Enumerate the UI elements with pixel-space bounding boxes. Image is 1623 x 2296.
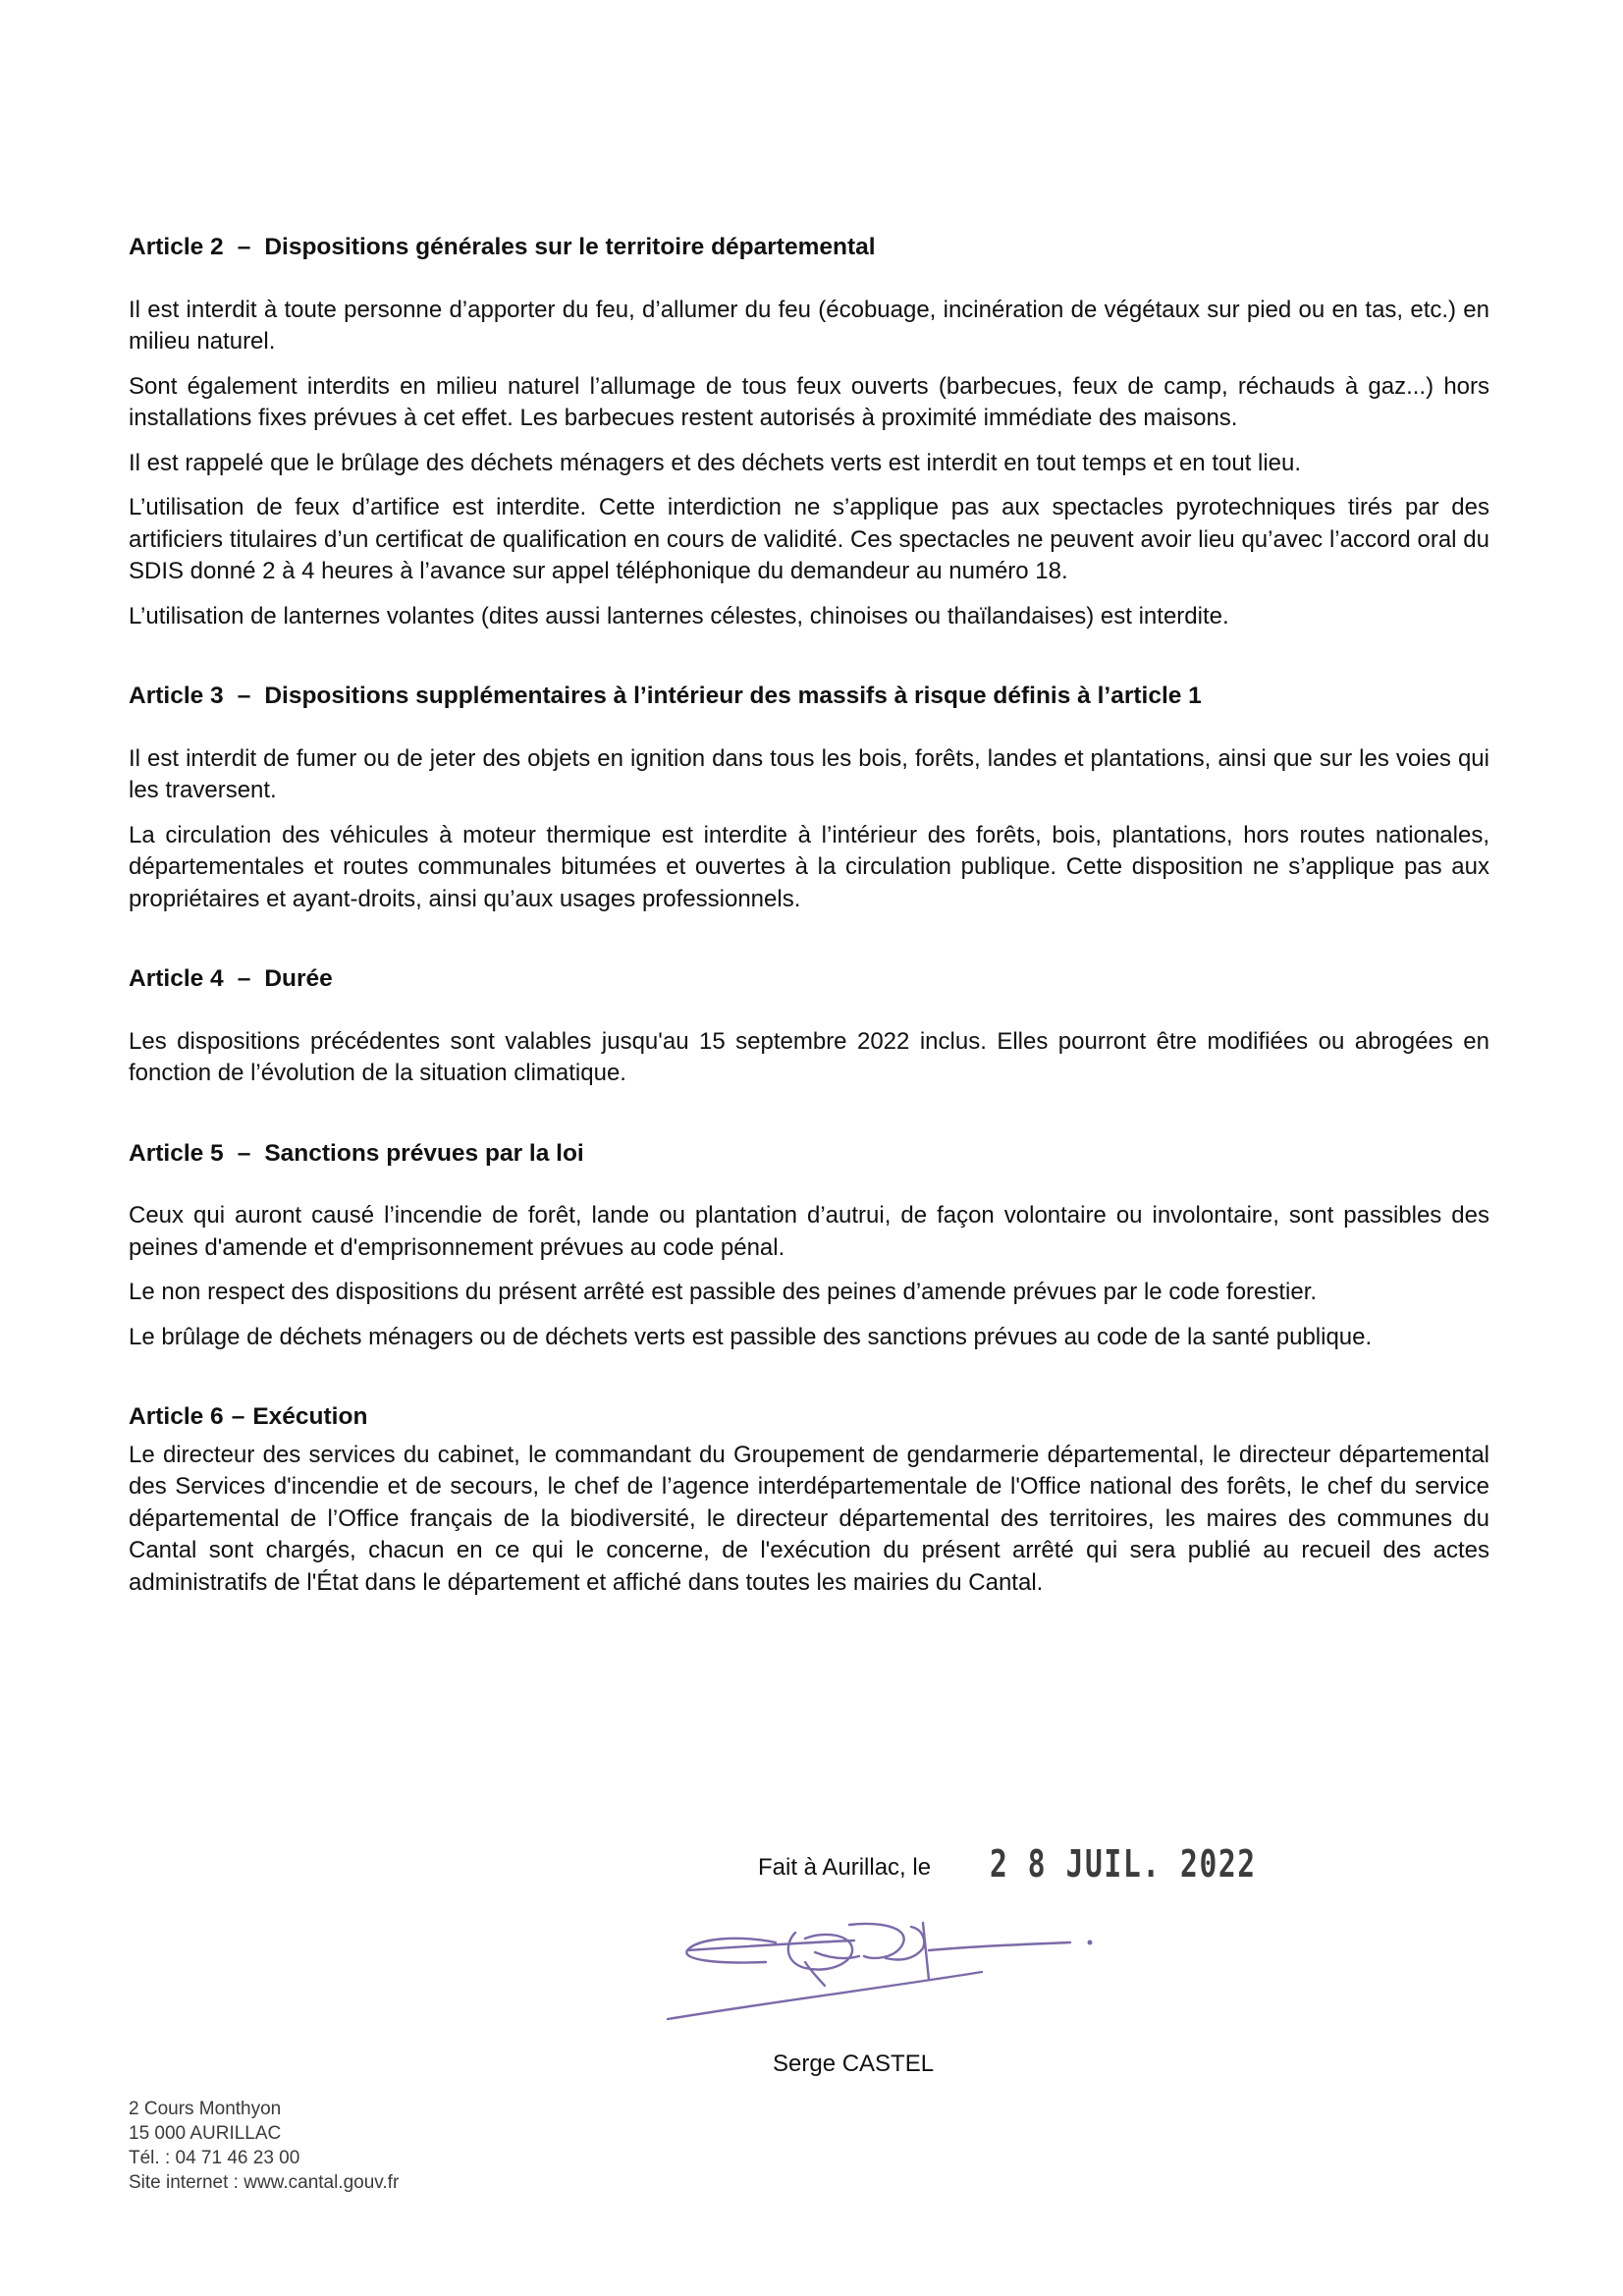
article-number: Article 2 <box>129 234 224 260</box>
separator: – <box>231 1403 245 1430</box>
signer-name: Serge CASTEL <box>773 2050 935 2077</box>
footer-contact <box>129 2097 399 2195</box>
separator: – <box>237 234 251 260</box>
article-title: Dispositions supplémentaires à l’intérieur des massifs à risque définis à l’article 1 <box>264 683 1202 709</box>
document-body <box>129 232 1489 1599</box>
article-5-heading <box>129 1138 1489 1171</box>
article-3-heading <box>129 681 1489 713</box>
article-number: Article 5 <box>129 1139 224 1167</box>
article-title: Durée <box>264 965 333 992</box>
footer-phone: Tél. : 04 71 46 23 00 <box>129 2148 300 2168</box>
article-2-paragraph: Il est interdit à toute personne d’apporter du feu, d’allumer du feu (écobuage, incinération de végétaux sur pied ou en tas, etc.) en milieu naturel. <box>129 296 1489 355</box>
handwritten-signature <box>658 1903 1129 2031</box>
article-5-paragraph: Le non respect des dispositions du présent arrêté est passible des peines d’amende prévues par le code forestier. <box>129 1279 1318 1305</box>
date-stamp: 2 8 JUIL. 2022 <box>990 1842 1257 1886</box>
article-title: Sanctions prévues par la loi <box>264 1139 584 1167</box>
article-5-paragraph: Le brûlage de déchets ménagers ou de déchets verts est passible des sanctions prévues au code de la santé publique. <box>129 1323 1373 1350</box>
article-2-paragraph: Il est rappelé que le brûlage des déchets ménagers et des déchets verts est interdit en tout temps et en tout lieu. <box>129 449 1302 476</box>
article-title: Dispositions générales sur le territoire départemental <box>264 234 876 260</box>
article-3-paragraph: Il est interdit de fumer ou de jeter des objets en ignition dans tous les bois, forêts, landes et plantations, ainsi que sur les voies qui les traversent. <box>129 744 1489 803</box>
article-5-paragraph: Ceux qui auront causé l’incendie de forêt, lande ou plantation d’autrui, de façon volontaire ou involontaire, sont passibles des peines d'amende et d'emprisonnement prévues au code pénal. <box>129 1202 1489 1261</box>
article-number: Article 6 <box>129 1403 224 1430</box>
footer-website: Site internet : www.cantal.gouv.fr <box>129 2172 400 2193</box>
separator: – <box>237 965 251 992</box>
article-number: Article 3 <box>129 683 224 709</box>
article-2-paragraph: L’utilisation de feux d’artifice est interdite. Cette interdiction ne s’applique pas aux spectacles pyrotechniques tirés par des artificiers titulaires d’un certificat de qualification en cours de validité. Ces spectacles ne peuvent avoir lieu qu’avec l’accord oral du SDIS donné 2 à 4 heures à l’avance sur appel téléphonique du demandeur au numéro 18. <box>129 494 1489 584</box>
place-and-date-label: Fait à Aurillac, le <box>758 1854 932 1881</box>
article-number: Article 4 <box>129 965 224 992</box>
footer-address-line2: 15 000 AURILLAC <box>129 2123 282 2144</box>
article-4-paragraph: Les dispositions précédentes sont valables jusqu'au 15 septembre 2022 inclus. Elles pourront être modifiées ou abrogées en fonction de l’évolution de la situation climatique. <box>129 1027 1489 1086</box>
footer-address-line1: 2 Cours Monthyon <box>129 2099 282 2119</box>
article-4-heading <box>129 963 1489 996</box>
article-2-paragraph: Sont également interdits en milieu naturel l’allumage de tous feux ouverts (barbecues, feux de camp, réchauds à gaz...) hors installations fixes prévues à cet effet. Les barbecues restent autorisés à proximité immédiate des maisons. <box>129 372 1489 431</box>
article-title: Exécution <box>252 1403 368 1430</box>
separator: – <box>237 1139 251 1167</box>
article-2-paragraph: L’utilisation de lanternes volantes (dites aussi lanternes célestes, chinoises ou thaïlandaises) est interdite. <box>129 602 1229 629</box>
article-2-heading <box>129 232 1489 264</box>
article-3-paragraph: La circulation des véhicules à moteur thermique est interdite à l’intérieur des forêts, bois, plantations, hors routes nationales, départementales et routes communales bitumées et ouvertes à la circulation publique. Cette disposition ne s’applique pas aux propriétaires et ayant-droits, ainsi qu’aux usages professionnels. <box>129 821 1489 912</box>
separator: – <box>237 683 251 709</box>
article-6-paragraph: Le directeur des services du cabinet, le commandant du Groupement de gendarmerie départemental, le directeur départemental des Services d'incendie et de secours, le chef de l’agence interdépartementale de l'Office national des forêts, le chef du service départemental de l’Office français de la biodiversité, le directeur départemental des territoires, les maires des communes du Cantal sont chargés, chacun en ce qui le concerne, de l'exécution du présent arrêté qui sera publié au recueil des actes administratifs de l'État dans le département et affiché dans toutes les mairies du Cantal. <box>129 1441 1489 1596</box>
article-6-heading <box>129 1401 1489 1434</box>
